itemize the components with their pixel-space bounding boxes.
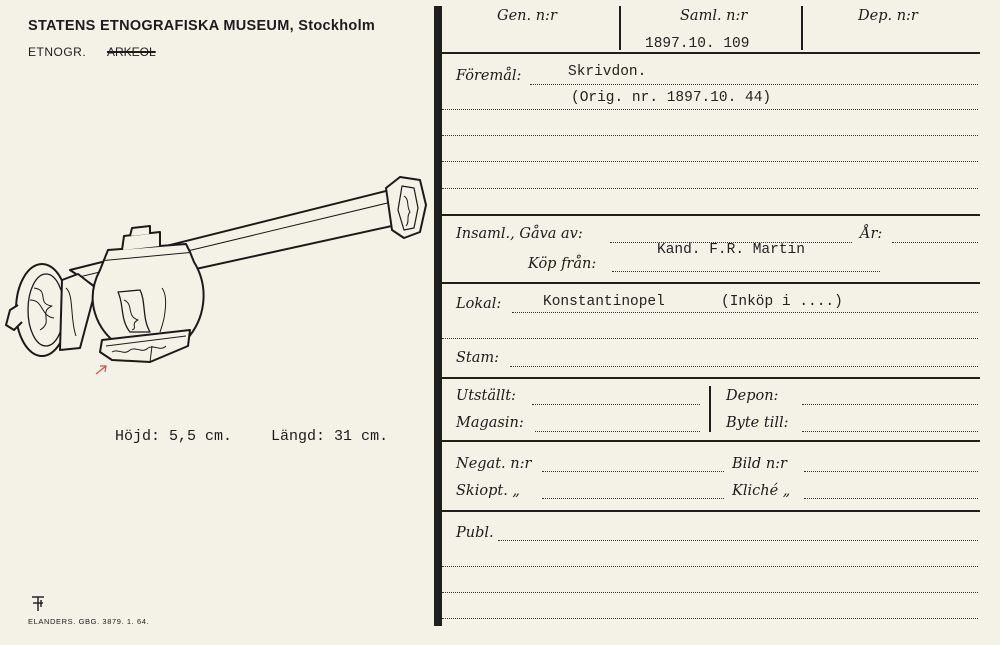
saml-nr-value: 1897.10. 109 [645,36,750,52]
utstallt-line [532,404,700,405]
lokal-place: Konstantinopel [543,294,665,310]
publ-line-2 [442,566,978,567]
insaml-value: Kand. F.R. Martin [657,242,805,258]
utstallt-label: Utställt: [456,388,516,404]
museum-city: Stockholm [298,18,376,34]
rule-header [442,52,980,54]
foremal-value-line2: (Orig. nr. 1897.10. 44) [571,90,772,106]
publ-line-3 [442,592,978,593]
museum-name: STATENS ETNOGRAFISKA MUSEUM, [28,18,294,34]
kop-fran-label: Köp från: [528,256,597,272]
saml-nr-label: Saml. n:r [680,8,748,24]
foremal-line-2 [442,109,978,110]
foremal-line-3 [442,135,978,136]
foremal-line-4 [442,161,978,162]
stam-label: Stam: [456,350,500,366]
byte-till-label: Byte till: [726,415,789,431]
foremal-label: Föremål: [456,68,522,84]
card-divider [434,6,442,626]
lokal-line-2 [442,338,978,339]
lokal-note: (Inköp i ....) [721,294,843,310]
publ-line-4 [442,618,978,619]
header-divider-1 [619,6,621,50]
magasin-line [535,431,700,432]
etnogr-label: ETNOGR. [28,45,87,59]
depon-label: Depon: [726,388,779,404]
negat-label: Negat. n:r [456,456,532,472]
rule-foremal [442,214,980,216]
object-dimensions [115,428,418,445]
publ-line-1 [498,540,978,541]
gen-nr-label: Gen. n:r [497,8,557,24]
kop-fran-line [612,271,880,272]
dimension-length: Längd: 31 cm. [271,428,389,445]
insaml-label: Insaml., Gåva av: [456,226,583,242]
ar-line [892,242,978,243]
museum-title [28,18,375,34]
stam-line [510,366,978,367]
rule-stam [442,377,980,379]
depon-line [802,404,978,405]
magasin-label: Magasin: [456,415,524,431]
foremal-value-line1: Skrivdon. [568,64,647,80]
printer-logo-icon [28,594,48,612]
printer-imprint: ELANDERS. GBG. 3879. 1. 64. [28,617,150,626]
utstallt-divider [709,386,711,432]
rule-negat [442,510,980,512]
rule-utstallt [442,440,980,442]
arkeol-label-struck: ARKEOL [107,45,156,59]
lokal-label: Lokal: [456,296,502,312]
skiopt-line [542,498,724,499]
lokal-line-1 [512,312,978,313]
byte-till-line [802,431,978,432]
object-drawing [0,170,440,390]
header-divider-2 [801,6,803,50]
skiopt-label: Skiopt. „ [456,483,520,499]
negat-line [542,471,724,472]
bild-line [804,471,978,472]
publ-label: Publ. [456,525,494,541]
ar-label: År: [860,226,883,242]
bild-label: Bild n:r [732,456,787,472]
foremal-line-5 [442,188,978,189]
dep-nr-label: Dep. n:r [858,8,918,24]
foremal-line-1 [530,84,978,85]
rule-insaml [442,282,980,284]
dimension-height: Höjd: 5,5 cm. [115,428,233,445]
kliche-line [804,498,978,499]
kliche-label: Kliché „ [732,483,791,499]
